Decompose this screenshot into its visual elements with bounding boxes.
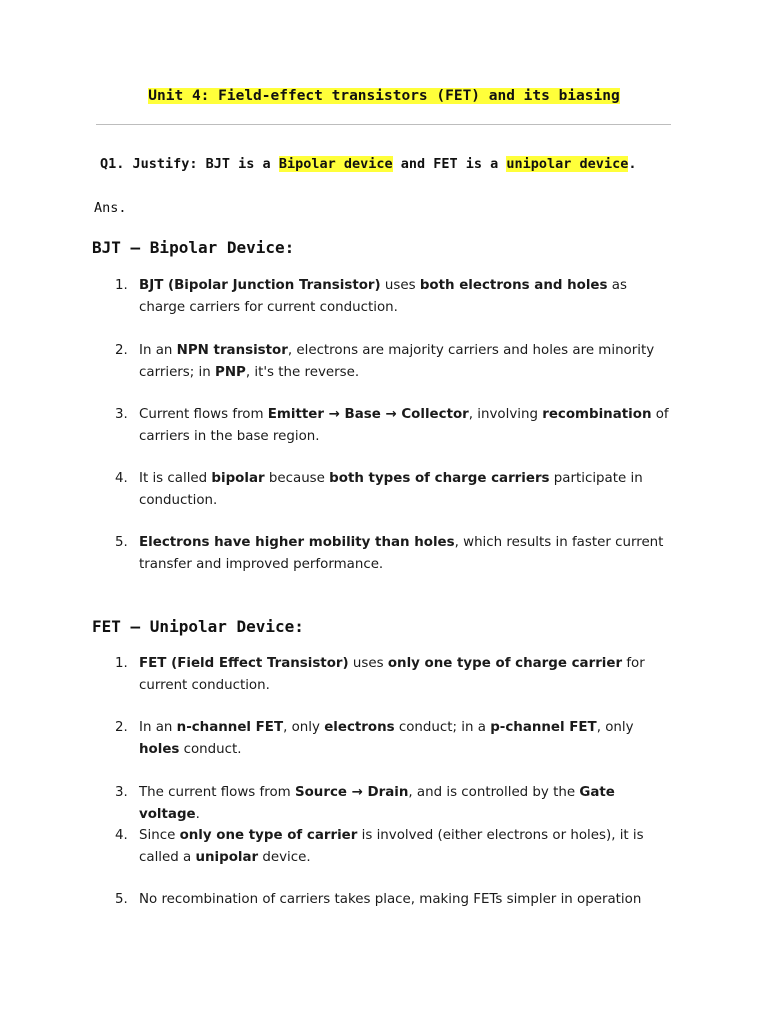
bold-text-run: p-channel FET xyxy=(490,720,597,735)
text-run: of carriers in the base region. xyxy=(139,407,669,444)
fet-list-item xyxy=(115,825,675,868)
bold-text-run: both electrons and holes xyxy=(419,278,608,293)
list-item-text xyxy=(139,889,675,911)
text-run: . xyxy=(195,806,200,822)
bold-text-run: NPN transistor xyxy=(176,343,288,358)
text-run: , which results in faster current transfer and improved performance. xyxy=(139,535,664,572)
list-item-number: 1. xyxy=(115,278,128,293)
bold-text-run: PNP xyxy=(215,364,246,380)
text-run: because xyxy=(264,471,330,486)
list-item-text xyxy=(139,532,675,575)
fet-list-item xyxy=(115,782,675,825)
bold-text-run: BJT (Bipolar Junction Transistor) xyxy=(139,278,381,293)
bold-text-run: Emitter → Base → Collector xyxy=(267,407,469,422)
bold-text-run: only one type of carrier xyxy=(179,828,358,843)
fet-list-item xyxy=(115,653,675,696)
bold-text-run: both types of charge carriers xyxy=(329,471,550,486)
text-run: participate in conduction. xyxy=(139,471,643,508)
list-item-text xyxy=(139,340,675,383)
question-middle: and FET is a xyxy=(392,156,507,172)
text-run: , and is controlled by the xyxy=(408,785,580,800)
text-run: conduct; in a xyxy=(394,720,491,735)
page-title xyxy=(0,88,768,104)
bjt-heading: BJT – Bipolar Device: xyxy=(92,238,295,257)
bold-text-run: bipolar xyxy=(211,471,265,486)
bold-text-run: FET (Field Effect Transistor) xyxy=(139,656,349,671)
question-suffix: . xyxy=(628,156,637,172)
text-run: , only xyxy=(596,720,634,735)
list-item-text xyxy=(139,717,675,760)
list-item-text xyxy=(139,468,675,511)
text-run: Current flows from xyxy=(139,407,268,422)
list-item-number: 5. xyxy=(115,535,128,550)
text-run: Since xyxy=(139,828,180,843)
list-item-number: 2. xyxy=(115,720,128,735)
bold-text-run: unipolar xyxy=(195,849,259,865)
text-run: uses xyxy=(348,656,388,671)
bjt-list-item xyxy=(115,275,675,318)
list-item-number: 2. xyxy=(115,343,128,358)
bjt-list-item xyxy=(115,404,675,447)
fet-list-item xyxy=(115,717,675,760)
text-run: , involving xyxy=(468,407,543,422)
text-run: for current conduction. xyxy=(139,656,645,693)
list-item-text xyxy=(139,825,675,868)
text-run: uses xyxy=(380,278,420,293)
bold-text-run: n-channel FET xyxy=(176,720,284,735)
text-run: The current flows from xyxy=(139,785,295,800)
text-run: device. xyxy=(258,849,311,865)
question xyxy=(100,156,636,172)
bold-text-run: Gate voltage xyxy=(139,785,615,822)
list-item-text xyxy=(139,275,675,318)
fet-list-item xyxy=(115,889,675,911)
list-item-text xyxy=(139,404,675,447)
text-run: In an xyxy=(139,720,177,735)
bold-text-run: electrons xyxy=(324,720,395,735)
bjt-list-item xyxy=(115,532,675,575)
list-item-number: 5. xyxy=(115,892,128,907)
text-run: , electrons are majority carriers and holes are minority carriers; in xyxy=(139,343,655,380)
bold-text-run: only one type of charge carrier xyxy=(387,656,623,671)
text-run: conduct. xyxy=(179,741,242,757)
text-run: as charge carriers for current conduction. xyxy=(139,278,627,315)
text-run: It is called xyxy=(139,471,212,486)
text-run: , it's the reverse. xyxy=(245,364,360,380)
bold-text-run: recombination xyxy=(542,407,652,422)
bold-text-run: holes xyxy=(139,741,180,757)
page-title-text: Unit 4: Field-effect transistors (FET) and its biasing xyxy=(148,88,620,104)
title-divider xyxy=(96,124,671,125)
list-item-text xyxy=(139,782,675,825)
question-highlight-bipolar: Bipolar device xyxy=(278,156,393,172)
list-item-text xyxy=(139,653,675,696)
bold-text-run: Electrons have higher mobility than holes xyxy=(139,535,455,550)
bjt-list-item xyxy=(115,340,675,383)
answer-label: Ans. xyxy=(94,200,127,216)
list-item-number: 3. xyxy=(115,785,128,800)
text-run: , only xyxy=(283,720,325,735)
question-highlight-unipolar: unipolar device xyxy=(506,156,629,172)
fet-heading: FET – Unipolar Device: xyxy=(92,617,304,636)
bold-text-run: Source → Drain xyxy=(294,785,409,800)
list-item-number: 4. xyxy=(115,828,128,843)
question-prefix: Q1. Justify: BJT is a xyxy=(100,156,279,172)
text-run: No recombination of carriers takes place, making FETs simpler in operation xyxy=(139,892,642,907)
list-item-number: 4. xyxy=(115,471,128,486)
list-item-number: 3. xyxy=(115,407,128,422)
text-run: is involved (either electrons or holes), it is called a xyxy=(139,828,644,865)
bjt-list-item xyxy=(115,468,675,511)
text-run: In an xyxy=(139,343,177,358)
list-item-number: 1. xyxy=(115,656,128,671)
